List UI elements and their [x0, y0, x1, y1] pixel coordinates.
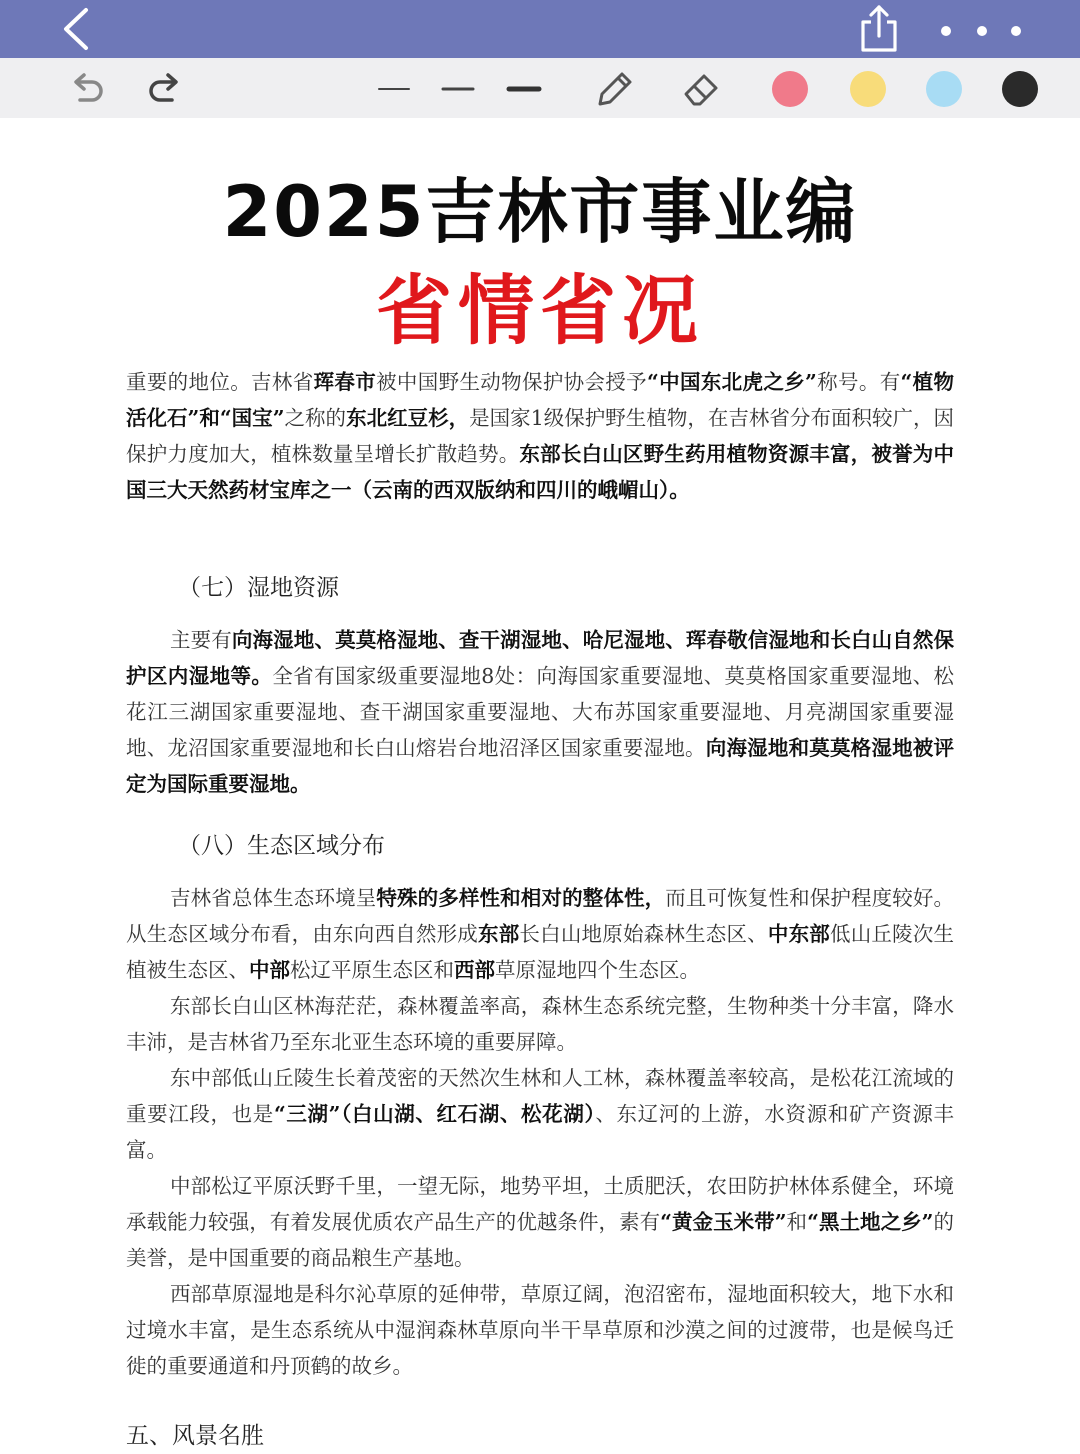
thin-line-icon — [374, 66, 414, 110]
undo-icon — [66, 66, 110, 110]
paragraph-ecology-overview: 吉林省总体生态环境呈特殊的多样性和相对的整体性，而且可恢复性和保护程度较好。从生态区域分布看，由东向西自然形成东部长白山地原始森林生态区、中东部低山丘陵次生植被生态区、中部松辽平原生态区和西部草原湿地四个生态区。 — [126, 886, 955, 982]
paragraph-wildlife: 重要的地位。吉林省珲春市被中国野生动物保护协会授予“中国东北虎之乡”称号。有“植物活化石”和“国宝”之称的东北红豆杉，是国家1级保护野生植物，在吉林省分布面积较广，因保护力度加大，植株数量呈增长扩散趋势。东部长白山区野生药用植物资源丰富，被誉为中国三大天然药材宝库之一（云南的西双版纳和四川的峨嵋山）。 — [126, 370, 955, 502]
paragraph-central-region: 中部松辽平原沃野千里，一望无际，地势平坦，土质肥沃，农田防护林体系健全，环境承载能力较强，有着发展优质农产品生产的优越条件，素有“黄金玉米带”和“黑土地之乡”的美誉，是中国重要的商品粮生产基地。 — [126, 1174, 955, 1270]
thick-line-icon — [504, 66, 544, 110]
stroke-medium-button[interactable] — [438, 66, 478, 110]
redo-button[interactable] — [142, 66, 186, 110]
paragraph-east-region: 东部长白山区林海茫茫，森林覆盖率高，森林生态系统完整，生物种类十分丰富，降水丰沛，是吉林省乃至东北亚生态环境的重要屏障。 — [126, 994, 954, 1054]
pen-tool-button[interactable] — [590, 66, 636, 110]
pen-color-black[interactable] — [1002, 71, 1038, 107]
section-heading-scenic-spots: 五、风景名胜 — [126, 1423, 264, 1449]
medium-line-icon — [438, 66, 478, 110]
pencil-icon — [590, 66, 636, 110]
annotation-toolbar — [0, 58, 1080, 119]
eraser-tool-button[interactable] — [678, 66, 724, 110]
top-navigation-bar — [0, 0, 1080, 58]
paragraph-east-central-region: 东中部低山丘陵生长着茂密的天然次生林和人工林，森林覆盖率较高，是松花江流域的重要江段，也是“三湖”（白山湖、红石湖、松花湖）、东辽河的上游，水资源和矿产资源丰富。 — [126, 1066, 955, 1162]
back-button[interactable] — [52, 6, 102, 52]
share-icon — [852, 2, 906, 54]
pen-color-light-blue[interactable] — [926, 71, 962, 107]
undo-button[interactable] — [66, 66, 110, 110]
pen-color-pink[interactable] — [772, 71, 808, 107]
document-title: 2025吉林市事业编 — [222, 171, 858, 253]
eraser-icon — [678, 66, 724, 110]
section-heading-wetlands: （七）湿地资源 — [178, 575, 339, 601]
pen-color-yellow[interactable] — [850, 71, 886, 107]
redo-icon — [142, 66, 186, 110]
stroke-thin-button[interactable] — [374, 66, 414, 110]
paragraph-wetlands: 主要有向海湿地、莫莫格湿地、查干湖湿地、哈尼湿地、珲春敬信湿地和长白山自然保护区内湿地等。全省有国家级重要湿地8处：向海国家重要湿地、莫莫格国家重要湿地、松花江三湖国家重要湿地、查干湖国家重要湿地、大布苏国家重要湿地、月亮湖国家重要湿地、龙沼国家重要湿地和长白山熔岩台地沼泽区国家重要湿地。向海湿地和莫莫格湿地被评定为国际重要湿地。 — [126, 628, 955, 796]
paragraph-west-region: 西部草原湿地是科尔沁草原的延伸带，草原辽阔，泡沼密布，湿地面积较大，地下水和过境水丰富，是生态系统从中湿润森林草原向半干旱草原和沙漠之间的过渡带，也是候鸟迁徙的重要通道和丹顶鹤的故乡。 — [126, 1282, 954, 1378]
stroke-thick-button[interactable] — [504, 66, 544, 110]
more-dots-icon — [930, 14, 1034, 48]
chevron-left-icon — [52, 6, 102, 52]
section-heading-ecology: （八）生态区域分布 — [178, 833, 385, 859]
document-subtitle: 省情省况 — [376, 266, 704, 355]
more-options-button[interactable] — [930, 14, 1034, 48]
share-button[interactable] — [852, 2, 906, 54]
